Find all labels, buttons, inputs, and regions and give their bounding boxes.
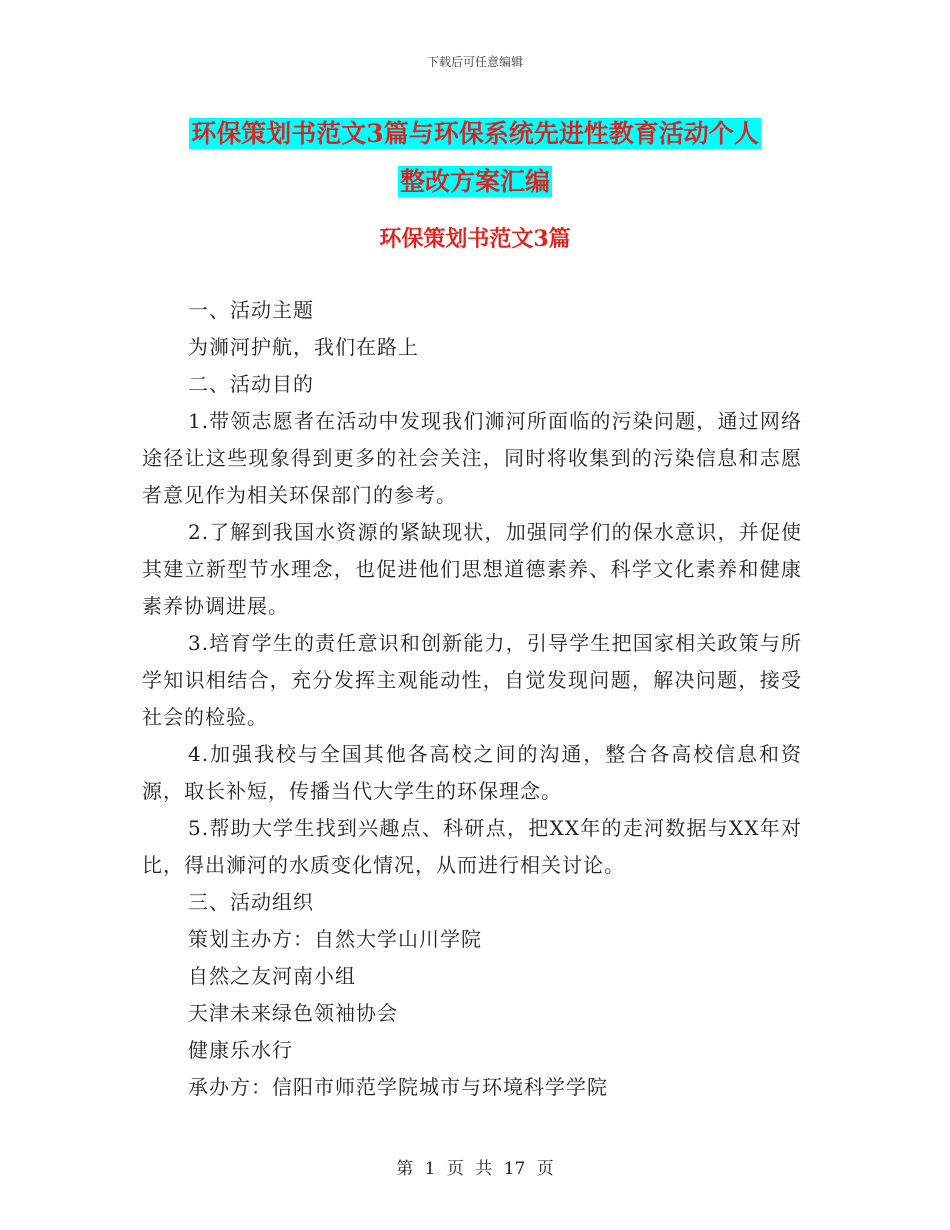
- document-title: [0, 110, 950, 206]
- paragraph: 健康乐水行: [188, 1038, 293, 1062]
- heading-activity-theme: 一、活动主题: [188, 298, 314, 322]
- paragraph: 为浉河护航，我们在路上: [188, 335, 419, 359]
- header-note: 下载后可任意编辑: [426, 55, 523, 69]
- paragraph: 2.了解到我国水资源的紧缺现状，加强同学们的保水意识，并促使其建立新型节水理念，也促进他们思想道德素养、科学文化素养和健康素养协调进展。: [142, 520, 802, 618]
- paragraph: 4.加强我校与全国其他各高校之间的沟通，整合各高校信息和资源，取长补短，传播当代大学生的环保理念。: [142, 742, 802, 803]
- paragraph: 1.带领志愿者在活动中发现我们浉河所面临的污染问题，通过网络途径让这些现象得到更多的社会关注，同时将收集到的污染信息和志愿者意见作为相关环保部门的参考。: [142, 409, 802, 507]
- heading-activity-purpose: 二、活动目的: [188, 372, 314, 396]
- section-title: 环保策划书范文3篇: [379, 226, 571, 252]
- title-line-1: 环保策划书范文3篇与环保系统先进性教育活动个人: [191, 119, 759, 148]
- paragraph: 5.帮助大学生找到兴趣点、科研点，把XX年的走河数据与XX年对比，得出浉河的水质变化情况，从而进行相关讨论。: [142, 816, 802, 877]
- paragraph: 3.培育学生的责任意识和创新能力，引导学生把国家相关政策与所学知识相结合，充分发挥主观能动性，自觉发现问题，解决问题，接受社会的检验。: [142, 631, 802, 729]
- title-line-2: 整改方案汇编: [399, 167, 550, 196]
- page-number-footer: 第 1 页 共 17 页: [396, 1159, 554, 1179]
- paragraph: 自然之友河南小组: [188, 964, 356, 988]
- paragraph: 天津未来绿色领袖协会: [188, 1001, 398, 1025]
- document-body: [142, 292, 802, 1106]
- heading-activity-organization: 三、活动组织: [188, 890, 314, 914]
- paragraph: 策划主办方：自然大学山川学院: [188, 927, 482, 951]
- paragraph: 承办方：信阳市师范学院城市与环境科学学院: [188, 1075, 608, 1099]
